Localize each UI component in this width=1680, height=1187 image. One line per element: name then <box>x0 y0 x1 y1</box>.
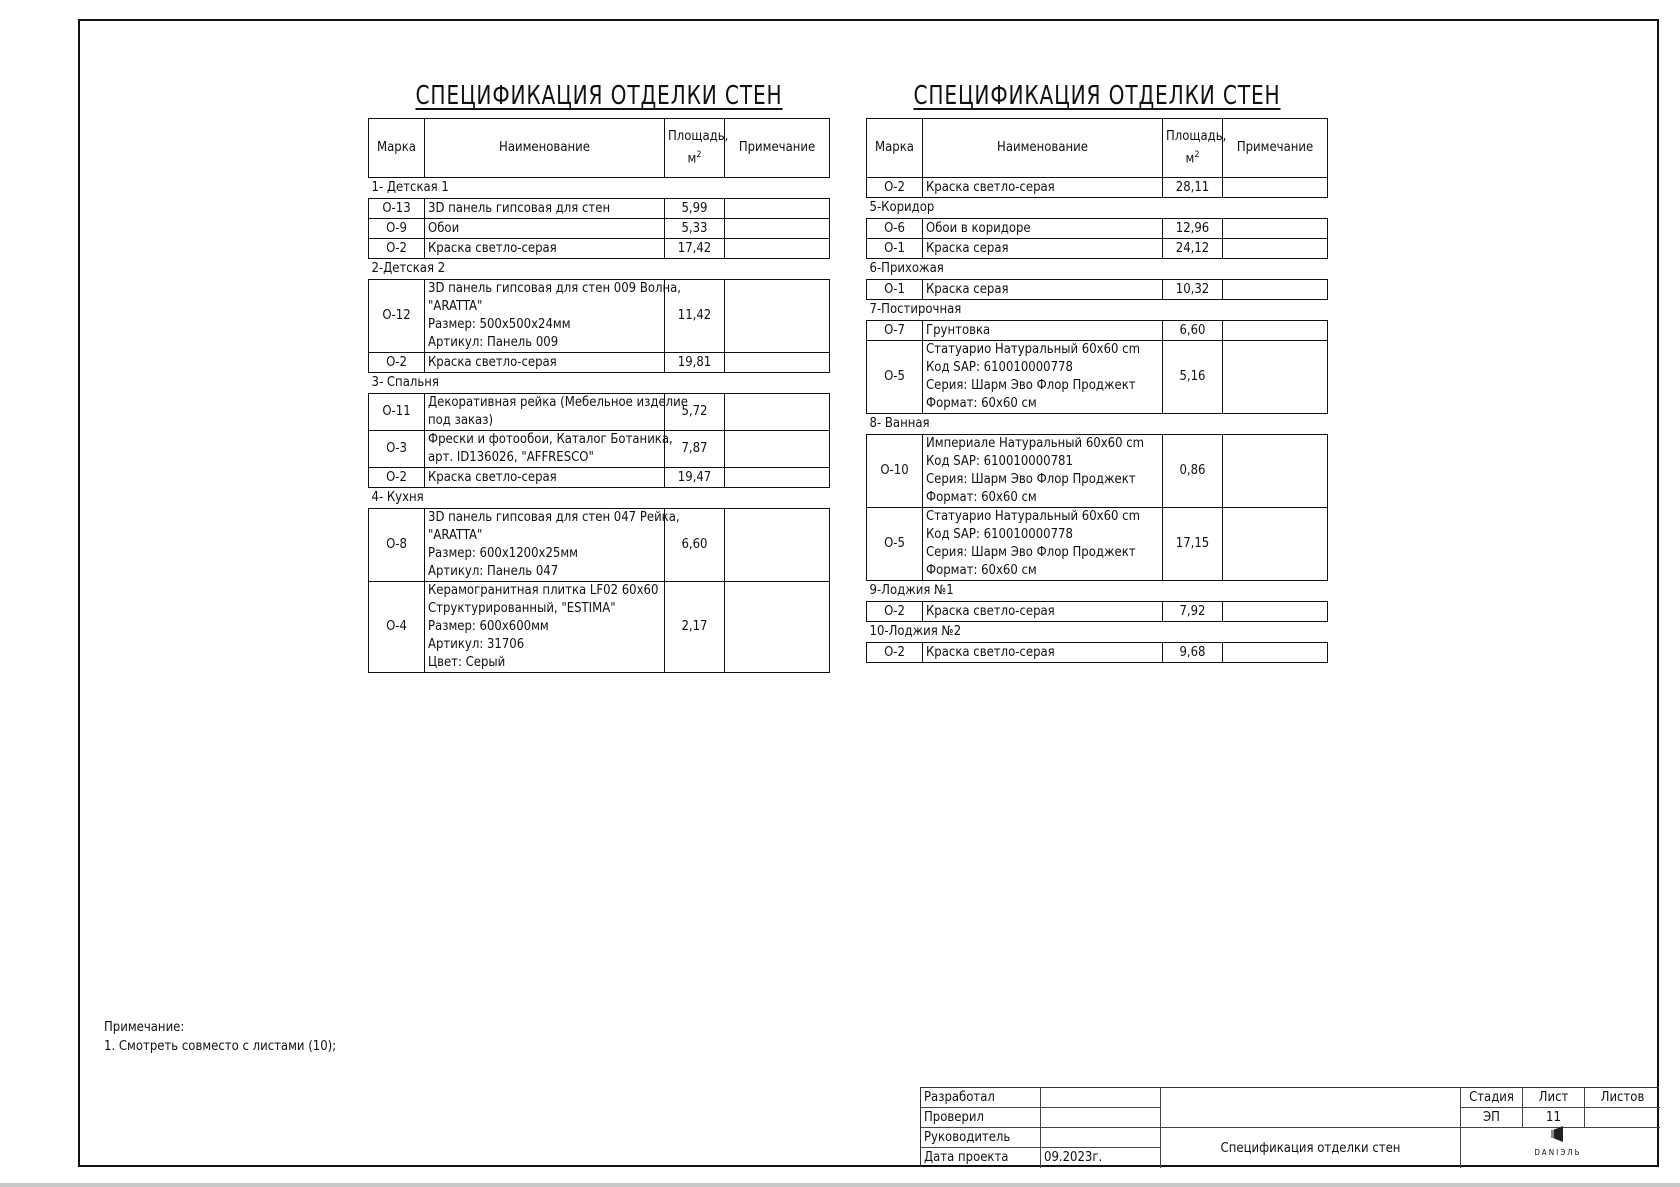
mark-cell: О-2 <box>369 239 425 259</box>
name-cell <box>923 643 1163 663</box>
room-section-row <box>369 178 830 199</box>
name-cell <box>425 353 665 373</box>
name-line: "ARATTA" <box>428 299 483 314</box>
mark-cell: О-12 <box>369 280 425 353</box>
date-value: 09.2023г. <box>1041 1148 1161 1168</box>
area-cell: 10,32 <box>1163 280 1223 300</box>
mark-cell: О-2 <box>369 468 425 488</box>
room-section-title: 10-Лоджия №2 <box>867 622 1328 643</box>
table-row <box>369 431 830 468</box>
area-cell: 7,92 <box>1163 602 1223 622</box>
sheets-label: Листов <box>1585 1088 1660 1108</box>
area-cell: 5,99 <box>665 199 725 219</box>
name-line: Код SAP: 610010000778 <box>926 360 1073 375</box>
name-line: 3D панель гипсовая для стен 009 Волна, <box>428 281 682 296</box>
name-cell <box>425 468 665 488</box>
table-row <box>867 321 1328 341</box>
sheet-label: Лист <box>1523 1088 1585 1108</box>
name-line: 3D панель гипсовая для стен <box>428 200 611 216</box>
note-cell <box>725 509 830 582</box>
right-specification <box>866 80 1328 663</box>
mark-cell: О-6 <box>867 219 923 239</box>
area-cell: 9,68 <box>1163 643 1223 663</box>
checked-label: Проверил <box>921 1108 1041 1128</box>
room-section-row <box>369 259 830 280</box>
note-cell <box>725 219 830 239</box>
mark-cell: О-7 <box>867 321 923 341</box>
mark-cell: О-9 <box>369 219 425 239</box>
area-cell: 17,15 <box>1163 508 1223 581</box>
note-cell <box>725 280 830 353</box>
mark-cell: О-5 <box>867 341 923 414</box>
room-section-title: 9-Лоджия №1 <box>867 581 1328 602</box>
note-cell <box>725 353 830 373</box>
header-area-unit: м <box>1185 151 1195 167</box>
name-line: Статуарио Натуральный 60х60 cm <box>926 509 1141 524</box>
notes-heading: Примечание: <box>104 1020 185 1035</box>
mark-cell: О-1 <box>867 280 923 300</box>
name-line: Краска светло-серая <box>428 469 557 485</box>
note-cell <box>1223 219 1328 239</box>
name-line: Размер: 600х600мм <box>428 619 549 634</box>
mark-cell: О-13 <box>369 199 425 219</box>
room-section-row <box>369 488 830 509</box>
name-line: Артикул: Панель 009 <box>428 335 559 350</box>
room-section-row <box>867 622 1328 643</box>
name-cell <box>425 219 665 239</box>
name-line: Артикул: 31706 <box>428 637 525 652</box>
note-cell <box>725 582 830 673</box>
room-section-row <box>867 198 1328 219</box>
header-name: Наименование <box>425 119 665 178</box>
company-logo <box>1528 1126 1588 1157</box>
name-cell <box>923 602 1163 622</box>
date-label: Дата проекта <box>921 1148 1041 1168</box>
note-cell <box>725 394 830 431</box>
name-cell <box>923 178 1163 198</box>
notes-block <box>104 1018 336 1056</box>
page-bottom-edge <box>0 1183 1680 1187</box>
table-row <box>369 394 830 431</box>
name-cell <box>923 508 1163 581</box>
name-line: Фрески и фотообои, Каталог Ботаника, <box>428 432 673 447</box>
table-row <box>867 239 1328 259</box>
mark-cell: О-4 <box>369 582 425 673</box>
mark-cell: О-5 <box>867 508 923 581</box>
area-cell: 6,60 <box>1163 321 1223 341</box>
spec-table <box>368 118 830 673</box>
area-cell: 12,96 <box>1163 219 1223 239</box>
table-row <box>369 280 830 353</box>
note-cell <box>1223 239 1328 259</box>
area-cell: 19,47 <box>665 468 725 488</box>
mark-cell: О-10 <box>867 435 923 508</box>
name-line: Керамогранитная плитка LF02 60х60 <box>428 583 659 598</box>
head-value <box>1041 1128 1161 1148</box>
mark-cell: О-2 <box>867 643 923 663</box>
table-row <box>369 353 830 373</box>
name-cell <box>425 582 665 673</box>
note-cell <box>725 199 830 219</box>
name-line: Размер: 600х1200х25мм <box>428 546 578 561</box>
logo-mark-icon <box>1551 1126 1565 1142</box>
spec-body <box>867 178 1328 663</box>
name-line: Формат: 60х60 см <box>926 490 1037 505</box>
spec-title: СПЕЦИФИКАЦИЯ ОТДЕЛКИ СТЕН <box>913 81 1281 111</box>
area-cell: 17,42 <box>665 239 725 259</box>
sheet-value: 11 <box>1523 1108 1585 1128</box>
name-line: Краска светло-серая <box>428 240 557 256</box>
note-cell <box>1223 643 1328 663</box>
name-cell <box>923 239 1163 259</box>
name-line: под заказ) <box>428 413 494 428</box>
name-line: Краска светло-серая <box>926 644 1055 660</box>
header-area-sup: 2 <box>696 149 702 160</box>
room-section-title: 5-Коридор <box>867 198 1328 219</box>
name-line: Код SAP: 610010000781 <box>926 454 1073 469</box>
note-cell <box>1223 280 1328 300</box>
note-cell <box>1223 602 1328 622</box>
stage-label: Стадия <box>1461 1088 1523 1108</box>
name-line: 3D панель гипсовая для стен 047 Рейка, <box>428 510 680 525</box>
header-area-sup: 2 <box>1194 149 1200 160</box>
note-cell <box>1223 178 1328 198</box>
area-cell: 24,12 <box>1163 239 1223 259</box>
name-line: Краска светло-серая <box>428 354 557 370</box>
name-line: Размер: 500х500х24мм <box>428 317 571 332</box>
developed-label: Разработал <box>921 1088 1041 1108</box>
name-line: Краска серая <box>926 281 1009 297</box>
notes-item: 1. Смотреть совместо с листами (10); <box>104 1039 337 1054</box>
header-area-label: Площадь, <box>1166 128 1227 144</box>
table-row <box>369 509 830 582</box>
area-cell: 5,72 <box>665 394 725 431</box>
name-line: Декоративная рейка (Мебельное изделие <box>428 395 688 410</box>
area-cell: 0,86 <box>1163 435 1223 508</box>
name-cell <box>923 280 1163 300</box>
name-line: Обои <box>428 220 460 236</box>
name-cell <box>425 394 688 431</box>
name-cell <box>425 509 680 582</box>
table-row <box>867 341 1328 414</box>
name-line: Статуарио Натуральный 60х60 cm <box>926 342 1141 357</box>
room-section-title: 2-Детская 2 <box>369 259 830 280</box>
note-cell <box>725 468 830 488</box>
mark-cell: О-3 <box>369 431 425 468</box>
table-header-row <box>369 119 830 178</box>
sheet-title-text: Спецификация отделки стен <box>1220 1140 1401 1156</box>
name-line: Краска светло-серая <box>926 179 1055 195</box>
note-cell <box>1223 341 1328 414</box>
note-cell <box>725 431 830 468</box>
room-section-row <box>369 373 830 394</box>
name-line: Код SAP: 610010000778 <box>926 527 1073 542</box>
room-section-title: 3- Спальня <box>369 373 830 394</box>
name-line: Формат: 60х60 см <box>926 563 1037 578</box>
note-cell <box>1223 321 1328 341</box>
area-cell: 5,16 <box>1163 341 1223 414</box>
header-name: Наименование <box>923 119 1163 178</box>
area-cell: 2,17 <box>665 582 725 673</box>
table-header-row <box>867 119 1328 178</box>
spec-table <box>866 118 1328 663</box>
area-cell: 11,42 <box>665 280 725 353</box>
name-cell <box>923 219 1163 239</box>
stage-value: ЭП <box>1461 1108 1523 1128</box>
area-cell: 19,81 <box>665 353 725 373</box>
mark-cell: О-8 <box>369 509 425 582</box>
room-section-title: 8- Ванная <box>867 414 1328 435</box>
area-cell: 28,11 <box>1163 178 1223 198</box>
note-cell <box>725 239 830 259</box>
name-cell <box>923 341 1163 414</box>
name-line: Краска светло-серая <box>926 603 1055 619</box>
note-cell <box>1223 508 1328 581</box>
room-section-row <box>867 259 1328 280</box>
name-cell <box>425 280 682 353</box>
name-line: Обои в коридоре <box>926 220 1031 236</box>
room-section-row <box>867 300 1328 321</box>
area-cell: 6,60 <box>665 509 725 582</box>
area-cell: 5,33 <box>665 219 725 239</box>
header-mark: Марка <box>369 119 425 178</box>
note-cell <box>1223 435 1328 508</box>
name-line: Структурированный, "ESTIMA" <box>428 601 616 616</box>
header-note: Примечание <box>1223 119 1328 178</box>
header-mark: Марка <box>867 119 923 178</box>
room-section-row <box>867 581 1328 602</box>
spec-title: СПЕЦИФИКАЦИЯ ОТДЕЛКИ СТЕН <box>415 81 783 111</box>
table-row <box>369 219 830 239</box>
room-section-title: 6-Прихожая <box>867 259 1328 280</box>
name-line: Формат: 60х60 см <box>926 396 1037 411</box>
name-cell <box>425 239 665 259</box>
header-area <box>1163 119 1227 178</box>
name-line: "ARATTA" <box>428 528 483 543</box>
mark-cell: О-2 <box>867 178 923 198</box>
name-line: Империале Натуральный 60х60 cm <box>926 436 1145 451</box>
table-row <box>369 468 830 488</box>
room-section-title: 4- Кухня <box>369 488 830 509</box>
name-line: Краска серая <box>926 240 1009 256</box>
name-line: арт. ID136026, "AFFRESCO" <box>428 450 594 465</box>
checked-value <box>1041 1108 1161 1128</box>
name-line: Серия: Шарм Эво Флор Проджект <box>926 378 1136 393</box>
head-label: Руководитель <box>921 1128 1041 1148</box>
name-line: Серия: Шарм Эво Флор Проджект <box>926 472 1136 487</box>
area-cell: 7,87 <box>665 431 725 468</box>
table-row <box>867 178 1328 198</box>
table-row <box>867 280 1328 300</box>
header-note: Примечание <box>725 119 830 178</box>
header-area <box>665 119 729 178</box>
name-cell <box>425 431 673 468</box>
table-row <box>867 643 1328 663</box>
table-row <box>867 219 1328 239</box>
mark-cell: О-1 <box>867 239 923 259</box>
name-cell <box>923 321 1163 341</box>
mark-cell: О-2 <box>369 353 425 373</box>
mark-cell: О-11 <box>369 394 425 431</box>
table-row <box>867 435 1328 508</box>
room-section-title: 7-Постирочная <box>867 300 1328 321</box>
table-row <box>369 582 830 673</box>
room-section-row <box>867 414 1328 435</box>
table-row <box>369 199 830 219</box>
sheets-value <box>1585 1108 1660 1128</box>
mark-cell: О-2 <box>867 602 923 622</box>
name-line: Артикул: Панель 047 <box>428 564 559 579</box>
room-section-title: 1- Детская 1 <box>369 178 830 199</box>
developed-value <box>1041 1088 1161 1108</box>
table-row <box>369 239 830 259</box>
name-cell <box>425 199 665 219</box>
name-line: Грунтовка <box>926 322 991 338</box>
project-name-cell <box>1161 1088 1461 1128</box>
header-area-label: Площадь, <box>668 128 729 144</box>
name-cell <box>923 435 1163 508</box>
name-line: Серия: Шарм Эво Флор Проджект <box>926 545 1136 560</box>
logo-text: DANIЭЛЬ <box>1534 1148 1582 1157</box>
header-area-unit: м <box>687 151 697 167</box>
table-row <box>867 508 1328 581</box>
name-line: Цвет: Серый <box>428 655 506 670</box>
spec-body <box>369 178 830 673</box>
sheet-title <box>1161 1128 1461 1168</box>
left-specification <box>368 80 830 673</box>
table-row <box>867 602 1328 622</box>
